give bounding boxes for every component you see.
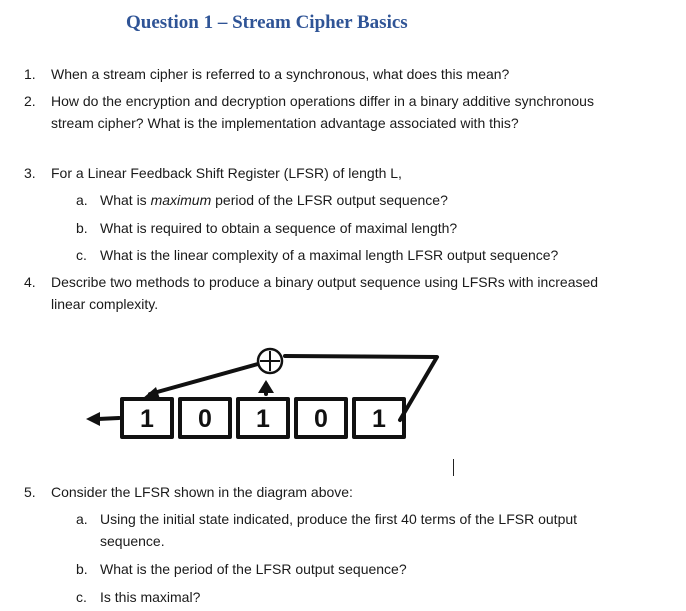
- sub-text: What is the period of the LFSR output sequence?: [100, 561, 407, 577]
- sub-label: b.: [76, 561, 88, 577]
- question-number: 3.: [24, 165, 36, 181]
- question-number: 1.: [24, 66, 36, 82]
- question-number: 2.: [24, 93, 36, 109]
- question-5b: [76, 558, 656, 580]
- sub-label: c.: [76, 589, 87, 605]
- sub-text: What is the linear complexity of a maximal length LFSR output sequence?: [100, 247, 559, 263]
- feedback-line: [285, 356, 437, 420]
- cell-value: 1: [372, 405, 386, 433]
- question-5: [24, 481, 664, 503]
- question-text: For a Linear Feedback Shift Register (LFSR) of length L,: [51, 165, 402, 181]
- sub-text: What is required to obtain a sequence of maximal length?: [100, 220, 458, 236]
- arrowhead-tap: [258, 380, 274, 393]
- sub-text: What is maximum period of the LFSR output sequence?: [100, 192, 448, 208]
- arrowhead-output: [86, 412, 100, 426]
- cell-value: 1: [256, 405, 270, 433]
- arrowhead-to-input: [142, 387, 160, 399]
- page-title: Question 1 – Stream Cipher Basics: [126, 12, 408, 33]
- emphasis-maximum: maximum: [150, 192, 212, 208]
- question-text: When a stream cipher is referred to a synchronous, what does this mean?: [51, 66, 510, 82]
- xor-to-input-line: [150, 364, 258, 394]
- question-number: 5.: [24, 484, 36, 500]
- question-5a: [76, 508, 616, 552]
- sub-label: a.: [76, 192, 88, 208]
- cell-value: 1: [140, 405, 154, 433]
- cell-value: 0: [314, 405, 328, 433]
- text-cursor: [453, 459, 454, 476]
- sub-text: Is this maximal?: [100, 589, 201, 605]
- output-line: [98, 418, 119, 419]
- sub-label: a.: [76, 511, 88, 527]
- sub-label: c.: [76, 247, 87, 263]
- question-text: Describe two methods to produce a binary output sequence using LFSRs with increased linear complexity.: [51, 274, 599, 312]
- sub-text: Using the initial state indicated, produce the first 40 terms of the LFSR output sequence.: [100, 511, 578, 549]
- question-number: 4.: [24, 274, 36, 290]
- question-5c: [76, 586, 656, 608]
- question-text: How do the encryption and decryption operations differ in a binary additive synchronous stream cipher? What is the implementation advantage associated with this?: [51, 93, 594, 131]
- question-text: Consider the LFSR shown in the diagram above:: [51, 484, 353, 500]
- cell-value: 0: [198, 405, 212, 433]
- xor-icon: [258, 349, 282, 373]
- sub-label: b.: [76, 220, 88, 236]
